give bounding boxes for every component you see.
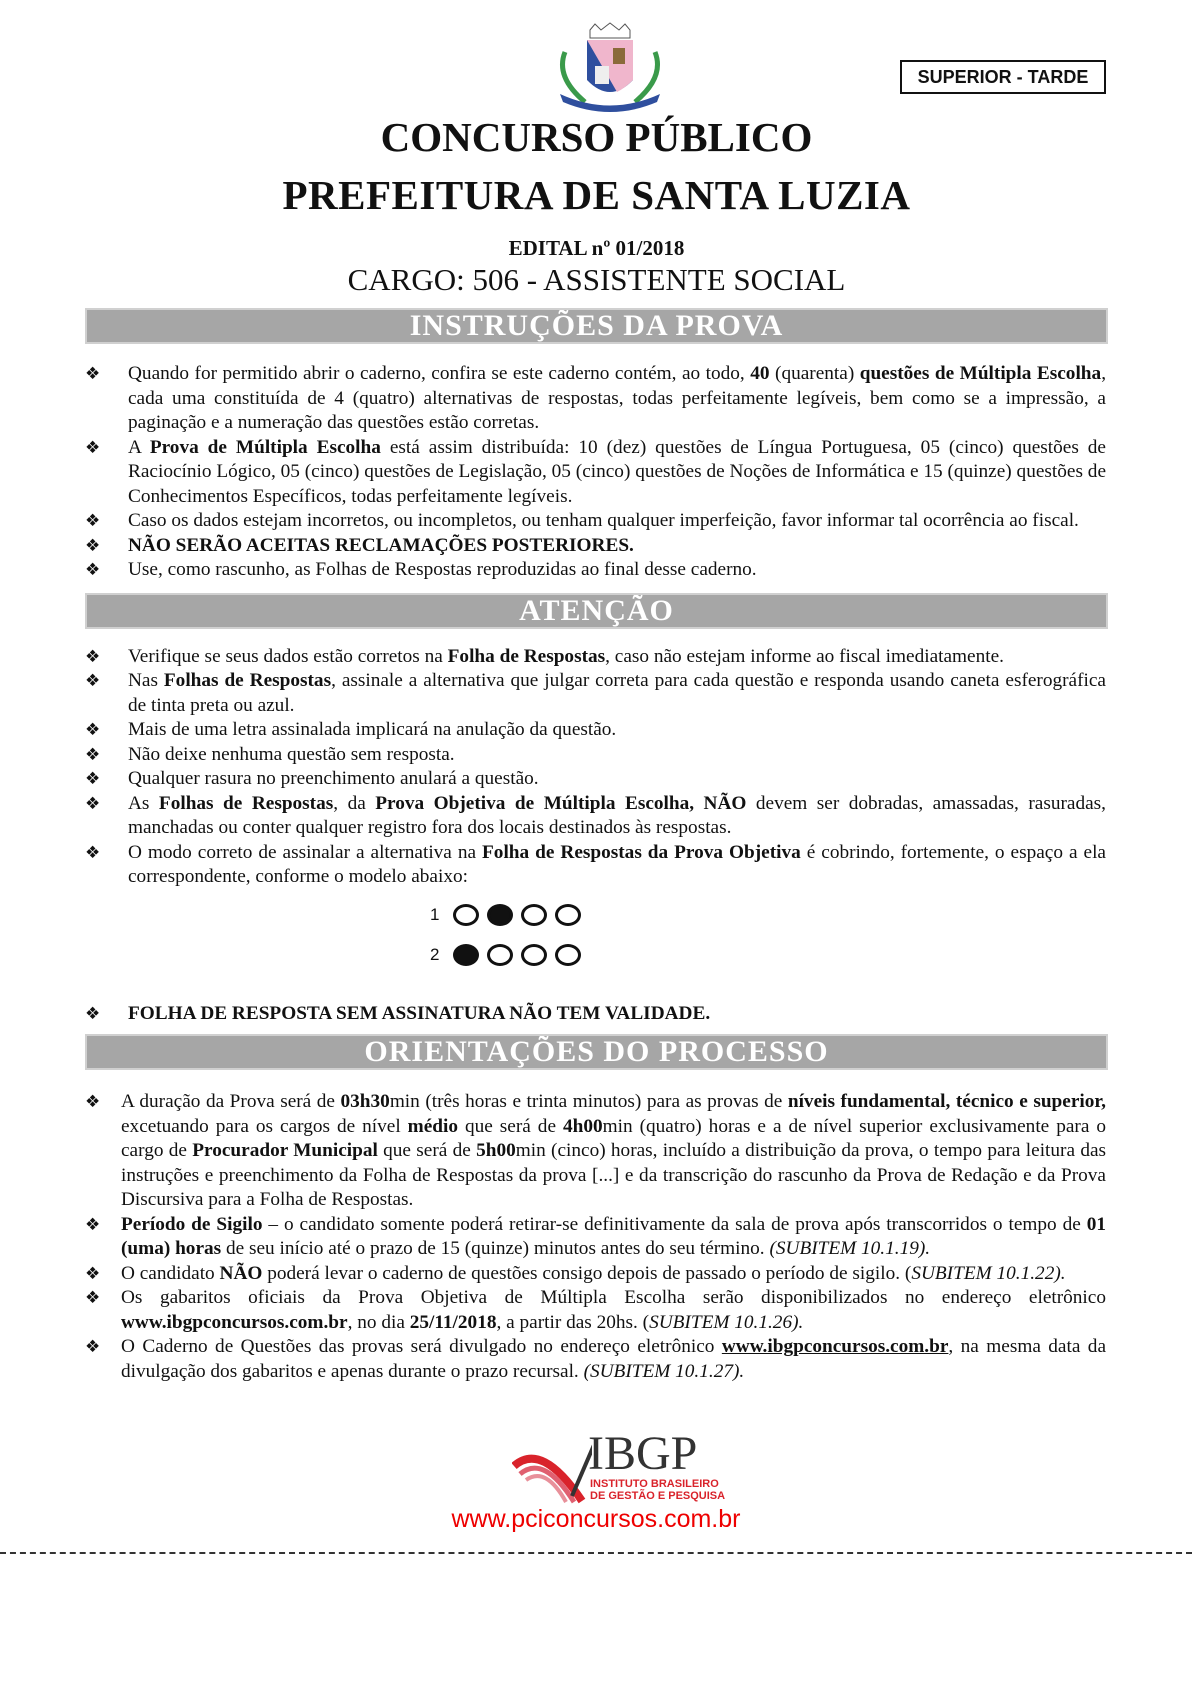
filled-bubble-icon [487, 904, 513, 926]
section-header-process: ORIENTAÇÕES DO PROCESSO [85, 1034, 1108, 1070]
list-item [85, 792, 1106, 841]
question-number: 1 [430, 904, 440, 924]
empty-bubble-icon [453, 904, 479, 926]
bold-text: 4h00 [562, 1115, 603, 1137]
text: SUBITEM 10.1.26). [649, 1311, 804, 1333]
text: Quando for permitido abrir o caderno, confira se este caderno contém, ao todo, [128, 363, 751, 384]
text: que será de [377, 1140, 477, 1161]
list-item [85, 362, 1106, 436]
text: , a partir das 20hs. ( [496, 1311, 650, 1333]
list-item [85, 1262, 1106, 1287]
text: é cobrindo, fortemente, o espaço a ela correspondente, conforme o modelo abaixo: [128, 841, 1106, 887]
diamond-bullet-icon: ❖ [85, 744, 101, 765]
diamond-bullet-icon: ❖ [85, 671, 101, 691]
ibgp-swoosh-icon [512, 1436, 592, 1506]
page-content [85, 0, 1108, 1384]
text: , assinale a alternativa que julgar correta para cada questão e responda usando caneta esferográfica de tinta preta ou azul. [128, 670, 1106, 716]
exam-title: CONCURSO PÚBLICO [380, 114, 813, 160]
diamond-bullet-icon: ❖ [85, 1288, 101, 1308]
question-number: 2 [430, 944, 440, 964]
empty-bubble-icon [521, 944, 547, 966]
institution-title: PREFEITURA DE SANTA LUZIA [282, 172, 911, 218]
text: As [128, 792, 159, 814]
diamond-bullet-icon: ❖ [85, 646, 101, 667]
text: Os gabaritos oficiais da Prova Objetiva de Múltipla Escolha serão disponibilizados no endereço eletrônico [121, 1287, 1106, 1308]
text: min (cinco) horas, incluído a distribuição da prova, o tempo para leitura das instruções e preenchimento da Folha de Respostas da prova [...] e da transcrição do rascunho da Prova de Redação e da Prova Discursiva para a Folha de Respostas. [121, 1140, 1107, 1210]
text: min (quatro) horas e a de nível superior exclusivamente para o cargo de [121, 1115, 1107, 1161]
ibgp-subtitle-line-2: DE GESTÃO E PESQUISA [590, 1490, 726, 1502]
list-item [85, 767, 1106, 792]
list-item [85, 436, 1106, 510]
diamond-bullet-icon: ❖ [85, 437, 101, 458]
bold-text: 40 [750, 363, 770, 384]
bold-text: NÃO [219, 1262, 263, 1284]
list-item [85, 645, 1106, 670]
text: Mais de uma letra assinalada implicará na anulação da questão. [128, 719, 617, 740]
text: (SUBITEM 10.1.27). [583, 1360, 745, 1382]
bold-text: NÃO SERÃO ACEITAS RECLAMAÇÕES POSTERIORES. [128, 534, 634, 556]
text: (SUBITEM 10.1.19). [769, 1238, 931, 1259]
diamond-bullet-icon: ❖ [85, 1214, 101, 1235]
text: Qualquer rasura no preenchimento anulará a questão. [128, 768, 539, 789]
signature-warning [85, 1002, 1106, 1027]
bold-text: médio [407, 1115, 459, 1137]
diamond-bullet-icon: ❖ [85, 535, 101, 556]
answer-example-row-1 [430, 904, 1108, 926]
bold-text: Folhas de Respostas [158, 792, 334, 814]
text: de seu início até o prazo de 15 (quinze) minutos antes do seu término. [221, 1238, 770, 1259]
text: que será de [458, 1115, 563, 1137]
ibgp-logo-text: IBGP [588, 1427, 698, 1480]
section-header-instructions: INSTRUÇÕES DA PROVA [85, 308, 1108, 344]
source-website-link[interactable]: www.pciconcursos.com.br [451, 1505, 741, 1533]
answer-example-row-2 [430, 944, 1108, 966]
empty-bubble-icon [555, 904, 581, 926]
list-item [85, 1090, 1106, 1213]
diamond-bullet-icon: ❖ [85, 1337, 101, 1357]
text: está assim distribuída: 10 (dez) questões de Língua Portuguesa, 05 (cinco) questões de Raciocínio Lógico, 05 (cinco) questões de Legislação, 05 (cinco) questões de Noções de Informática e 15 (quinze) questões de Conhecimentos Específicos, todas perfeitamente legíveis. [128, 436, 1106, 507]
page-footer [0, 1427, 1192, 1556]
text: O Caderno de Questões das provas será divulgado no endereço eletrônico [121, 1336, 722, 1357]
text: excetuando para os cargos de nível [121, 1115, 408, 1137]
diamond-bullet-icon: ❖ [85, 720, 101, 740]
link-text[interactable]: www.ibgpconcursos.com.br [721, 1336, 949, 1357]
list-item [85, 1002, 1106, 1027]
list-item [85, 1213, 1106, 1262]
text: O modo correto de assinalar a alternativa na [128, 841, 483, 863]
text: devem ser dobradas, amassadas, rasuradas, manchadas ou conter qualquer registro fora dos locais destinados às respostas. [128, 792, 1106, 838]
text: Caso os dados estejam incorretos, ou incompletos, ou tenham qualquer imperfeição, favor informar tal ocorrência ao fiscal. [128, 510, 1079, 531]
bold-text: Prova de Múltipla Escolha [149, 436, 381, 458]
text: , no dia [347, 1311, 410, 1333]
text: SUBITEM 10.1.22). [911, 1262, 1066, 1284]
bold-text: Folhas de Respostas [163, 670, 332, 691]
list-item [85, 1335, 1106, 1384]
diamond-bullet-icon: ❖ [85, 842, 101, 863]
text: , caso não estejam informe ao fiscal imediatamente. [605, 645, 1004, 667]
bold-text: Procurador Municipal [192, 1140, 378, 1161]
list-item [85, 558, 1106, 583]
text: , cada uma constituída de 4 (quatro) alternativas de respostas, todas perfeitamente legíveis, bem como se a impressão, a paginação e a numeração das questões estão corretas. [128, 363, 1107, 433]
bold-text: 03h30 [340, 1091, 390, 1112]
bold-text: questões de Múltipla Escolha [859, 363, 1102, 384]
attention-list [85, 645, 1106, 890]
filled-bubble-icon [453, 944, 479, 966]
diamond-bullet-icon: ❖ [85, 1092, 101, 1112]
text: Nas [128, 670, 164, 691]
bold-text: 01 (uma) horas [121, 1213, 1106, 1259]
text: poderá levar o caderno de questões consigo depois de passado o período de sigilo. ( [262, 1262, 912, 1284]
list-item [85, 534, 1106, 559]
list-item [85, 1286, 1106, 1335]
text: O candidato [121, 1262, 220, 1284]
edital-number: EDITAL nº 01/2018 [508, 236, 685, 260]
section-header-attention: ATENÇÃO [85, 593, 1108, 629]
bold-text: 5h00 [476, 1140, 516, 1161]
bold-text: Folha de Respostas da Prova Objetiva [482, 841, 801, 863]
diamond-bullet-icon: ❖ [85, 364, 101, 384]
text: (quarenta) [769, 363, 860, 384]
text: Não deixe nenhuma questão sem resposta. [128, 743, 455, 765]
bold-text: 25/11/2018 [409, 1311, 497, 1333]
empty-bubble-icon [521, 904, 547, 926]
empty-bubble-icon [555, 944, 581, 966]
text: Use, como rascunho, as Folhas de Respostas reproduzidas ao final desse caderno. [128, 559, 757, 580]
diamond-bullet-icon: ❖ [85, 511, 101, 531]
text: A [128, 436, 150, 458]
ibgp-logo-subtitle [590, 1478, 725, 1502]
text: , na mesma data da divulgação dos gabaritos e apenas durante o prazo recursal. [121, 1336, 1107, 1382]
bold-text: FOLHA DE RESPOSTA SEM ASSINATURA NÃO TEM VALIDADE. [128, 1002, 711, 1024]
bold-text: níveis fundamental, técnico e superior, [787, 1091, 1106, 1112]
list-item [85, 718, 1106, 743]
ibgp-logo [512, 1427, 732, 1506]
page-cut-line [0, 1552, 1192, 1554]
diamond-bullet-icon: ❖ [85, 1263, 101, 1284]
diamond-bullet-icon: ❖ [85, 769, 101, 789]
ibgp-subtitle-line-1: INSTITUTO BRASILEIRO [590, 1478, 719, 1490]
list-item [85, 669, 1106, 718]
level-shift-badge: SUPERIOR - TARDE [900, 60, 1106, 94]
process-list [85, 1090, 1106, 1384]
text: , da [333, 792, 376, 814]
empty-bubble-icon [487, 944, 513, 966]
bold-text: Prova Objetiva de Múltipla Escolha, NÃO [375, 792, 747, 814]
list-item [85, 509, 1106, 534]
instructions-list [85, 362, 1106, 583]
list-item [85, 841, 1106, 890]
bold-text: www.ibgpconcursos.com.br [121, 1311, 348, 1333]
bold-text: Período de Sigilo [121, 1213, 263, 1235]
text: Verifique se seus dados estão corretos na [128, 645, 448, 667]
text: A duração da Prova será de [121, 1091, 341, 1112]
diamond-bullet-icon: ❖ [85, 560, 101, 580]
text: – o candidato somente poderá retirar-se definitivamente da sala de prova após transcorridos o tempo de [262, 1213, 1087, 1235]
diamond-bullet-icon: ❖ [85, 1003, 101, 1024]
list-item [85, 743, 1106, 768]
job-position: CARGO: 506 - ASSISTENTE SOCIAL [347, 262, 846, 297]
text: min (três horas e trinta minutos) para as provas de [389, 1091, 788, 1112]
bold-text: Folha de Respostas [447, 645, 606, 667]
diamond-bullet-icon: ❖ [85, 793, 101, 814]
